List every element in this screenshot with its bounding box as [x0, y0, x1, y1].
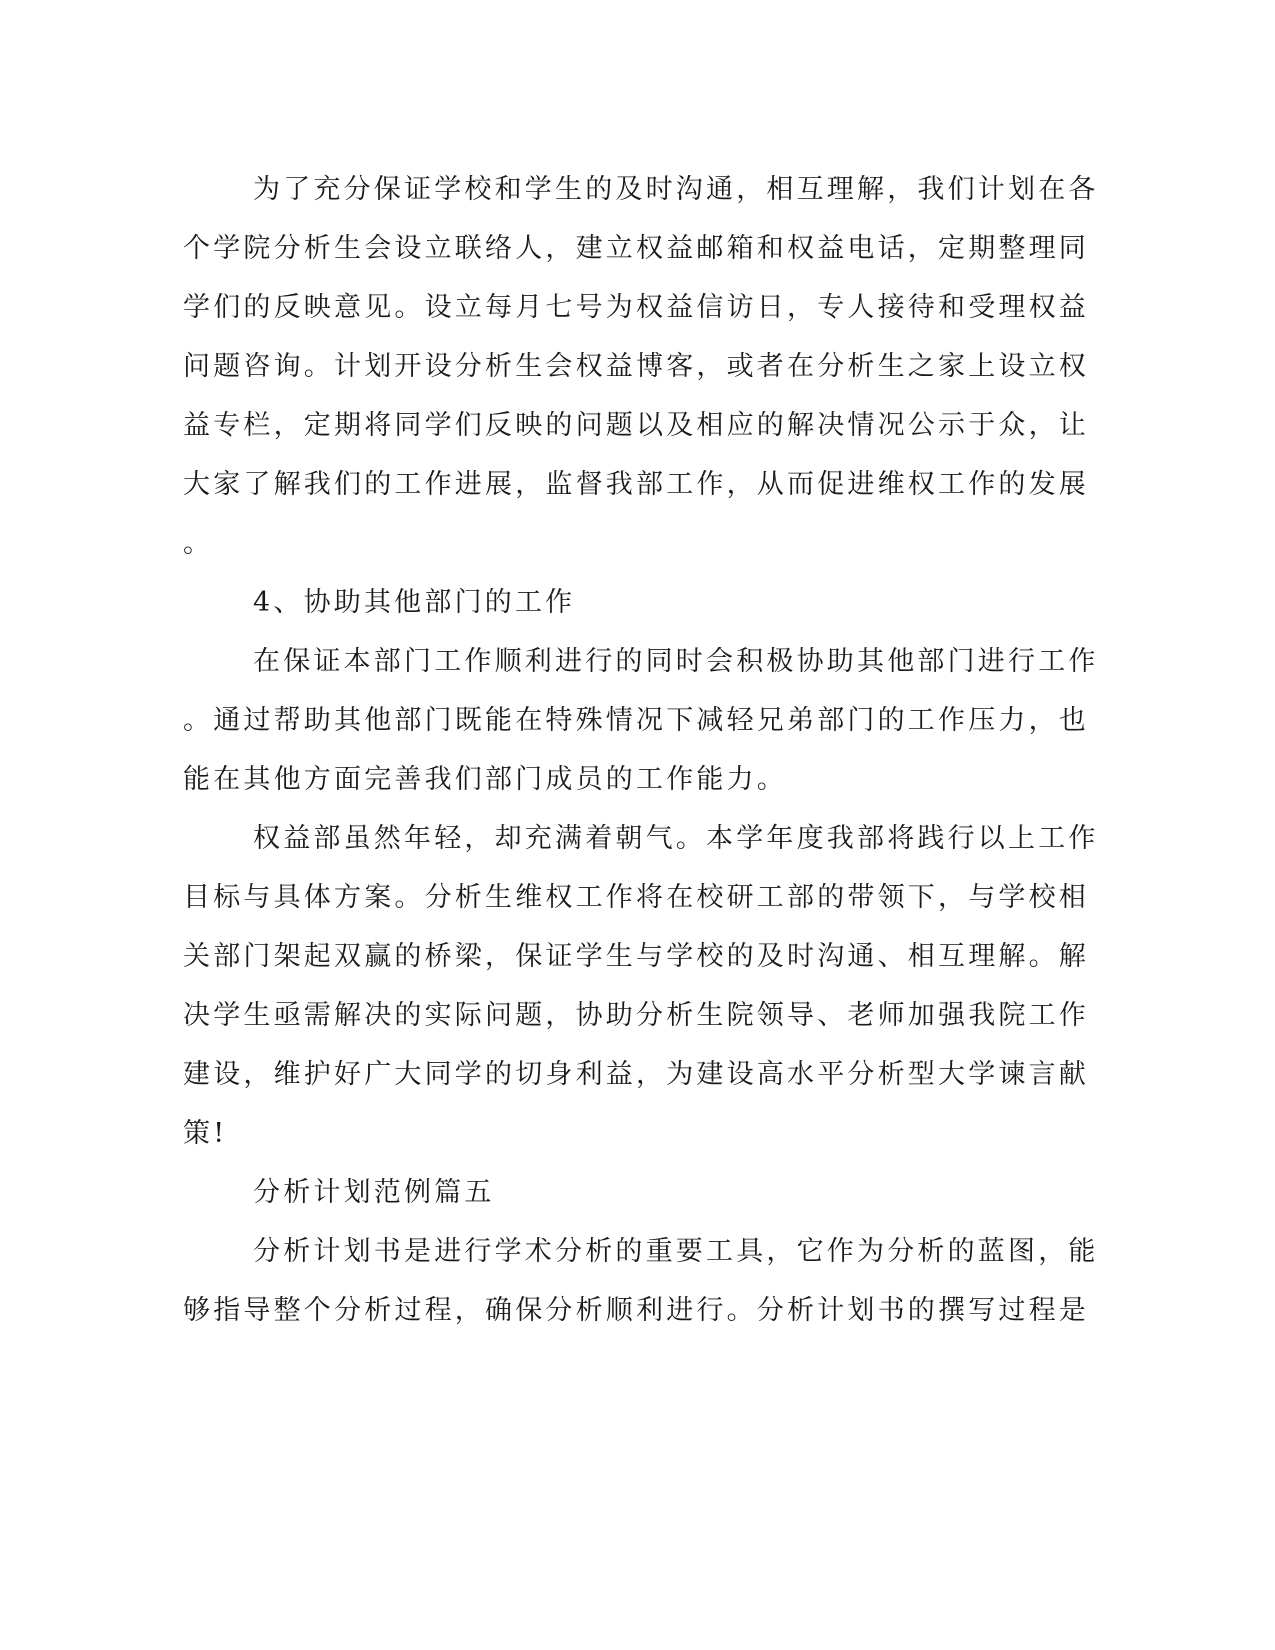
paragraph-line: 问题咨询。计划开设分析生会权益博客，或者在分析生之家上设立权 [183, 351, 1089, 382]
paragraph-line: 个学院分析生会设立联络人，建立权益邮箱和权益电话，定期整理同 [183, 233, 1089, 264]
paragraph-line: 益专栏，定期将同学们反映的问题以及相应的解决情况公示于众，让 [183, 410, 1089, 441]
paragraph-line: 决学生亟需解决的实际问题，协助分析生院领导、老师加强我院工作 [183, 1000, 1089, 1031]
paragraph-line: 为了充分保证学校和学生的及时沟通，相互理解，我们计划在各 [253, 174, 1099, 205]
paragraph-line: 权益部虽然年轻，却充满着朝气。本学年度我部将践行以上工作 [253, 823, 1099, 854]
paragraph-line: 够指导整个分析过程，确保分析顺利进行。分析计划书的撰写过程是 [183, 1295, 1089, 1326]
paragraph-line: 在保证本部门工作顺利进行的同时会积极协助其他部门进行工作 [253, 646, 1099, 677]
paragraph-line: 。通过帮助其他部门既能在特殊情况下减轻兄弟部门的工作压力，也 [183, 705, 1089, 736]
section-heading: 4、协助其他部门的工作 [253, 587, 576, 618]
paragraph-line: 。 [183, 528, 214, 559]
section-heading: 分析计划范例篇五 [253, 1177, 495, 1208]
paragraph-line: 目标与具体方案。分析生维权工作将在校研工部的带领下，与学校相 [183, 882, 1089, 913]
document-body [183, 160, 1099, 1340]
paragraph-line: 学们的反映意见。设立每月七号为权益信访日，专人接待和受理权益 [183, 292, 1089, 323]
paragraph-line: 大家了解我们的工作进展，监督我部工作，从而促进维权工作的发展 [183, 469, 1089, 500]
paragraph-line: 分析计划书是进行学术分析的重要工具，它作为分析的蓝图，能 [253, 1236, 1099, 1267]
paragraph-line: 建设，维护好广大同学的切身利益，为建设高水平分析型大学谏言献 [183, 1059, 1089, 1090]
paragraph-line: 策! [183, 1118, 228, 1149]
paragraph-line: 能在其他方面完善我们部门成员的工作能力。 [183, 764, 787, 795]
paragraph-line: 关部门架起双赢的桥梁，保证学生与学校的及时沟通、相互理解。解 [183, 941, 1089, 972]
